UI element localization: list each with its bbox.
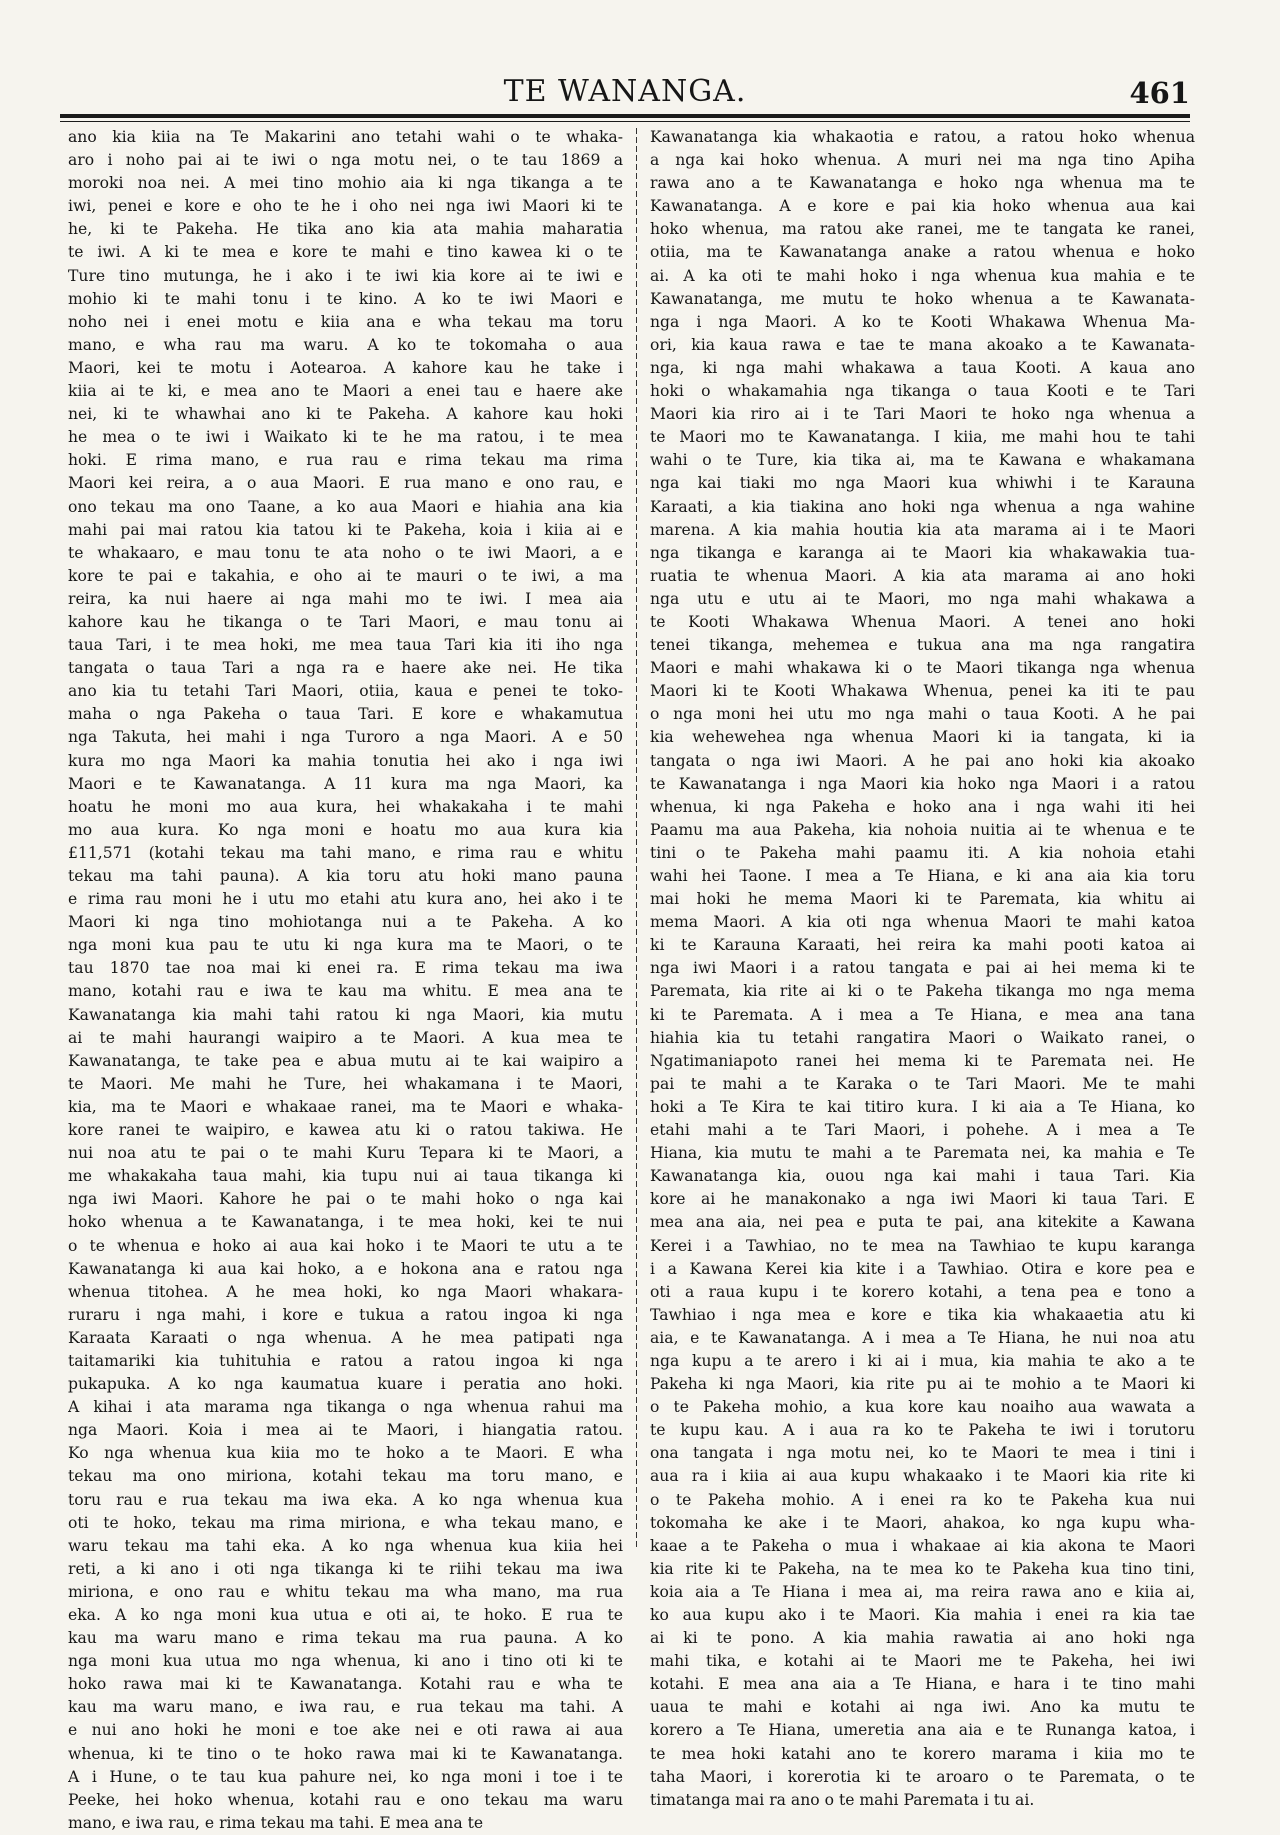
- text-line: kau ma waru mano e rima tekau ma rua pauna. A ko: [68, 1629, 623, 1648]
- text-line: he mea o te iwi i Waikato ki te he ma ratou, i te mea: [68, 428, 623, 447]
- text-line: A kihai i ata marama nga tikanga o nga whenua rahui ma: [68, 1398, 623, 1417]
- text-line: miriona, e ono rau e whitu tekau ma wha mano, ma rua: [68, 1582, 623, 1601]
- text-line: e rima rau moni he i utu mo etahi atu kura ano, hei ako i te: [68, 890, 623, 909]
- text-line: Ngatimaniapoto ranei hei mema ki te Paremata nei. He: [650, 1051, 1195, 1070]
- text-line: mai hoki he mema Maori ki te Paremata, kia whitu ai: [650, 890, 1195, 909]
- text-line: Kawanatanga. A e kore e pai kia hoko whenua aua kai: [650, 197, 1195, 216]
- text-line: otiia, ma te Kawanatanga anake a ratou whenua e hoko: [650, 243, 1195, 262]
- text-line: wahi hei Taone. I mea a Te Hiana, e ki ana aia kia toru: [650, 867, 1195, 885]
- text-line: hoko rawa mai ki te Kawanatanga. Kotahi rau e wha te: [68, 1675, 623, 1694]
- text-line: hiahia kia tu tetahi rangatira Maori o Waikato ranei, o: [650, 1028, 1195, 1047]
- page-title: TE WANANGA.: [503, 74, 747, 109]
- text-line: Hiana, kia mutu te mahi a te Paremata nei, ka mahia e Te: [650, 1144, 1195, 1163]
- text-line: ona tangata i nga motu nei, ko te Maori te mea i tini i: [650, 1444, 1195, 1463]
- text-line: nga i nga Maori. A ko te Kooti Whakawa Whenua Ma-: [650, 312, 1195, 331]
- text-line: mano, e wha rau ma waru. A ko te tokomaha o aua: [68, 335, 623, 354]
- text-line: mema Maori. A kia oti nga whenua Maori te mahi katoa: [650, 913, 1195, 932]
- text-line: te Kawanatanga i nga Maori kia hoko nga Maori i a ratou: [650, 774, 1195, 793]
- text-line: aia, e te Kawanatanga. A i mea a Te Hiana, he nui noa atu: [650, 1328, 1195, 1347]
- text-line: oti a raua kupu i te korero kotahi, a tena pea e tono a: [650, 1282, 1195, 1301]
- text-line: mano, kotahi rau e iwa te kau ma whitu. E mea ana te: [68, 982, 623, 1001]
- text-line: Ture tino mutunga, he i ako i te iwi kia kore ai te iwi e: [68, 266, 623, 285]
- text-line: Paremata, kia rite ai ki o te Pakeha tikanga mo nga mema: [650, 982, 1195, 1001]
- text-line: te Kooti Whakawa Whenua Maori. A tenei ano hoki: [650, 612, 1195, 631]
- text-line: kia rite ki te Pakeha, na te mea ko te Pakeha kua tino tini,: [650, 1559, 1195, 1578]
- text-line: waru tekau ma tahi eka. A ko nga whenua kua kiia hei: [68, 1536, 623, 1555]
- text-line: pukapuka. A ko nga kaumatua kuare i peratia ano hoki.: [68, 1375, 623, 1394]
- text-line: taitamariki kia tuhituhia e ratou a ratou ingoa ki nga: [68, 1351, 623, 1370]
- text-line: ki te Paremata. A i mea a Te Hiana, e mea ana tana: [650, 1005, 1195, 1024]
- text-line: tini o te Pakeha mahi paamu iti. A kia nohoia etahi: [650, 843, 1195, 862]
- text-line: korero a Te Hiana, umeretia ana aia e te Runanga katoa, i: [650, 1721, 1195, 1740]
- text-line: Kerei i a Tawhiao, no te mea na Tawhiao te kupu karanga: [650, 1236, 1195, 1255]
- text-line: tenei tikanga, mehemea e tukua ana ma nga rangatira: [650, 636, 1195, 655]
- text-line: nga iwi Maori. Kahore he pai o te mahi hoko o nga kai: [68, 1190, 623, 1209]
- text-line: Kawanatanga kia, ouou nga kai mahi i taua Tari. Kia: [650, 1167, 1195, 1186]
- text-line: Kawanatanga kia mahi tahi ratou ki nga Maori, kia mutu: [68, 1005, 623, 1024]
- text-line: pai te mahi a te Karaka o te Tari Maori. Me te mahi: [650, 1074, 1195, 1093]
- text-line: o te Pakeha mohio. A i enei ra ko te Pakeha kua nui: [650, 1490, 1195, 1509]
- text-line: Tawhiao i nga mea e kore e tika kia whakaaetia atu ki: [650, 1305, 1195, 1324]
- text-line: mea ana aia, nei pea e puta te pai, ana kitekite a Kawana: [650, 1213, 1195, 1232]
- text-line: he, ki te Pakeha. He tika ano kia ata mahia maharatia: [68, 220, 623, 239]
- text-line: nui noa atu te pai o te mahi Kuru Tepara ki te Maori, a: [68, 1144, 623, 1163]
- text-line: moroki noa nei. A mei tino mohio aia ki nga tikanga a te: [68, 174, 623, 193]
- right-column: [650, 126, 1195, 1812]
- header-rule-thin: [60, 121, 1190, 122]
- text-line: tekau ma ono miriona, kotahi tekau ma toru mano, e: [68, 1467, 623, 1486]
- text-line: te Maori mo te Kawanatanga. I kiia, me mahi hou te tahi: [650, 428, 1195, 447]
- text-line: e nui ano hoki he moni e toe ake nei e oti rawa ai aua: [68, 1721, 623, 1740]
- text-line: nga utu e utu ai te Maori, mo nga mahi whakawa a: [650, 589, 1195, 608]
- text-line: ko aua kupu ako i te Maori. Kia mahia i enei ra kia tae: [650, 1606, 1195, 1624]
- text-line: iwi, penei e kore e oho te he i oho nei nga iwi Maori ki te: [68, 197, 623, 216]
- text-line: a nga kai hoko whenua. A muri nei ma nga tino Apiha: [650, 151, 1195, 170]
- text-line: hoko whenua a te Kawanatanga, i te mea hoki, kei te nui: [68, 1213, 623, 1232]
- text-line: ai te mahi haurangi waipiro a te Maori. A kua mea te: [68, 1028, 623, 1047]
- text-line: hoatu he moni mo aua kura, hei whakakaha i te mahi: [68, 797, 623, 816]
- text-line: Karaata Karaati o nga whenua. A he mea patipati nga: [68, 1328, 623, 1347]
- text-line: mahi tika, e kotahi ai te Maori me te Pakeha, hei iwi: [650, 1652, 1195, 1671]
- text-line: Maori ki nga tino mohiotanga nui a te Pakeha. A ko: [68, 913, 623, 932]
- text-line: nga kupu a te arero i ki ai i mua, kia mahia te ako a te: [650, 1351, 1195, 1370]
- text-line: ori, kia kaua rawa e tae te mana akoako a te Kawanata-: [650, 335, 1195, 354]
- text-line: kia wehewehea nga whenua Maori ki ia tangata, ki ia: [650, 728, 1195, 747]
- text-line: taha Maori, i korerotia ki te aroaro o te Paremata, o te: [650, 1767, 1195, 1786]
- text-line: whenua, ki nga Pakeha e hoko ana i nga wahi iti hei: [650, 797, 1195, 816]
- text-line: o te whenua e hoko ai aua kai hoko i te Maori te utu a te: [68, 1236, 623, 1255]
- text-line: te Maori. Me mahi he Ture, hei whakamana i te Maori,: [68, 1074, 623, 1093]
- text-line: uaua te mahi e kotahi ai nga iwi. Ano ka mutu te: [650, 1698, 1195, 1717]
- text-line: ai ki te pono. A kia mahia rawatia ai ano hoki nga: [650, 1629, 1195, 1648]
- text-line: ai. A ka oti te mahi hoko i nga whenua kua mahia e te: [650, 266, 1195, 285]
- text-line: marena. A kia mahia houtia kia ata marama ai i te Maori: [650, 520, 1195, 539]
- text-line: Pakeha ki nga Maori, kia rite pu ai te mohio a te Maori ki: [650, 1375, 1195, 1394]
- text-line: Peeke, hei hoko whenua, kotahi rau e ono tekau ma waru: [68, 1790, 623, 1809]
- text-line: A i Hune, o te tau kua pahure nei, ko nga moni i toe i te: [68, 1767, 623, 1786]
- text-line: Kawanatanga, me mutu te hoko whenua a te Kawanata-: [650, 289, 1195, 308]
- text-line: taua Tari, i te mea hoki, me mea taua Tari kia iti iho nga: [68, 636, 623, 655]
- text-line: nga, ki nga mahi whakawa a taua Kooti. A kaua ano: [650, 358, 1195, 377]
- text-line: hoki. E rima mano, e rua rau e rima tekau ma rima: [68, 451, 623, 470]
- text-line: tangata o nga iwi Maori. A he pai ano hoki kia akoako: [650, 751, 1195, 770]
- text-line: nei, ki te whawhai ano ki te Pakeha. A kahore kau hoki: [68, 405, 623, 424]
- text-line: koia aia a Te Hiana i mea ai, ma reira rawa ano e kiia ai,: [650, 1582, 1195, 1601]
- text-line: mahi pai mai ratou kia tatou ki te Pakeha, koia i kiia ai e: [68, 520, 623, 539]
- text-line: tangata o taua Tari a nga ra e haere ake nei. He tika: [68, 659, 623, 678]
- text-line: te whakaaro, e mau tonu te ata noho o te iwi Maori, a e: [68, 543, 623, 562]
- text-line: kaae a te Pakeha o mua i whakaae ai kia akona te Maori: [650, 1536, 1195, 1555]
- text-line: tekau ma tahi pauna). A kia toru atu hoki mano pauna: [68, 867, 623, 885]
- text-line: etahi mahi a te Tari Maori, i pohehe. A i mea a Te: [650, 1121, 1195, 1140]
- text-line: kore ai he manakonako a nga iwi Maori ki taua Tari. E: [650, 1190, 1195, 1209]
- text-line: hoko whenua, ma ratou ake ranei, me te tangata ke ranei,: [650, 220, 1195, 239]
- header-rule-thick: [60, 114, 1190, 118]
- text-line: kia, ma te Maori e whakaae ranei, ma te Maori e whaka-: [68, 1097, 623, 1116]
- text-line: te iwi. A ki te mea e kore te mahi e tino kawea ki o te: [68, 243, 623, 262]
- text-line: timatanga mai ra ano o te mahi Paremata i tu ai.: [650, 1790, 1035, 1809]
- text-line: Maori e te Kawanatanga. A 11 kura ma nga Maori, ka: [68, 774, 623, 793]
- text-line: i a Kawana Kerei kia kite i a Tawhiao. Otira e kore pea e: [650, 1259, 1195, 1278]
- text-line: te mea hoki katahi ano te korero marama i kiia mo te: [650, 1744, 1195, 1763]
- text-line: Maori e mahi whakawa ki o te Maori tikanga nga whenua: [650, 659, 1195, 678]
- text-line: o nga moni hei utu mo nga mahi o taua Kooti. A he pai: [650, 705, 1195, 724]
- text-line: o te Pakeha mohio, a kua kore kau noaiho aua wawata a: [650, 1398, 1195, 1417]
- text-line: eka. A ko nga moni kua utua e oti ai, te hoko. E rua te: [68, 1606, 623, 1624]
- text-line: nga kai tiaki mo nga Maori kua whiwhi i te Karauna: [650, 474, 1195, 493]
- text-line: kore te pai e takahia, e oho ai te mauri o te iwi, a ma: [68, 566, 623, 585]
- text-line: kau ma waru mano, e iwa rau, e rua tekau ma tahi. A: [68, 1698, 623, 1717]
- text-line: oti te hoko, tekau ma rima miriona, e wha tekau mano, e: [68, 1513, 623, 1532]
- text-line: noho nei i enei motu e kiia ana e wha tekau ma toru: [68, 312, 623, 331]
- text-line: ki te Karauna Karaati, hei reira ka mahi pooti katoa ai: [650, 936, 1195, 955]
- text-line: Kawanatanga ki aua kai hoko, a e hokona ana e ratou nga: [68, 1259, 623, 1278]
- left-column: [68, 126, 623, 1835]
- text-line: nga moni kua pau te utu ki nga kura ma te Maori, o te: [68, 936, 623, 955]
- text-line: kiia ai te ki, e mea ano te Maori a enei tau e haere ake: [68, 382, 623, 401]
- text-line: ono tekau ma ono Taane, a ko aua Maori e hiahia ana kia: [68, 497, 623, 516]
- page-number: 461: [1129, 76, 1190, 110]
- page-header: [60, 74, 1190, 114]
- text-line: Maori kei reira, a o aua Maori. E rua mano e ono rau, e: [68, 474, 623, 493]
- text-line: mano, e iwa rau, e rima tekau ma tahi. E mea ana te: [68, 1813, 484, 1832]
- text-line: hoki a Te Kira te kai titiro kura. I ki aia a Te Hiana, ko: [650, 1097, 1195, 1116]
- text-line: nga iwi Maori i a ratou tangata e pai ai hei mema ki te: [650, 959, 1195, 978]
- text-line: Maori ki te Kooti Whakawa Whenua, penei ka iti te pau: [650, 682, 1195, 701]
- text-line: mo aua kura. Ko nga moni e hoatu mo aua kura kia: [68, 820, 623, 839]
- text-line: Kawanatanga, te take pea e abua mutu ai te kai waipiro a: [68, 1051, 623, 1070]
- text-line: ruraru i nga mahi, i kore e tukua a ratou ingoa ki nga: [68, 1305, 623, 1324]
- text-line: te kupu kau. A i aua ra ko te Pakeha te iwi i torutoru: [650, 1421, 1195, 1440]
- text-line: Karaati, a kia tiakina ano hoki nga whenua a nga wahine: [650, 497, 1195, 516]
- text-line: nga Takuta, hei mahi i nga Turoro a nga Maori. A e 50: [68, 728, 623, 747]
- text-line: kura mo nga Maori ka mahia tonutia hei ako i nga iwi: [68, 751, 623, 770]
- text-line: toru rau e rua tekau ma iwa eka. A ko nga whenua kua: [68, 1490, 623, 1509]
- text-line: aro i noho pai ai te iwi o nga motu nei, o te tau 1869 a: [68, 151, 623, 170]
- text-line: aua ra i kiia ai aua kupu whakaako i te Maori kia rite ki: [650, 1467, 1195, 1486]
- text-line: wahi o te Ture, kia tika ai, ma te Kawana e whakamana: [650, 451, 1195, 470]
- text-line: nga Maori. Koia i mea ai te Maori, i hiangatia ratou.: [68, 1421, 623, 1440]
- text-line: mohio ki te mahi tonu i te kino. A ko te iwi Maori e: [68, 289, 623, 308]
- text-line: Kawanatanga kia whakaotia e ratou, a ratou hoko whenua: [650, 128, 1195, 146]
- text-line: kahore kau he tikanga o te Tari Maori, e mau tonu ai: [68, 612, 623, 631]
- text-line: reti, a ki ano i oti nga tikanga ki te riihi tekau ma iwa: [68, 1559, 623, 1578]
- text-line: Maori kia riro ai i te Tari Maori te hoko nga whenua a: [650, 405, 1195, 424]
- text-line: nga tikanga e karanga ai te Maori kia whakawakia tua-: [650, 543, 1195, 562]
- text-line: ano kia tu tetahi Tari Maori, otiia, kaua e penei te toko-: [68, 682, 623, 701]
- text-line: Ko nga whenua kua kiia mo te hoko a te Maori. E wha: [68, 1444, 623, 1463]
- text-line: kotahi. E mea ana aia a Te Hiana, e hara i te tino mahi: [650, 1675, 1195, 1694]
- text-line: nga moni kua utua mo nga whenua, ki ano i tino oti ki te: [68, 1652, 623, 1671]
- text-line: maha o nga Pakeha o taua Tari. E kore e whakamutua: [68, 705, 623, 724]
- column-divider: [636, 128, 637, 1548]
- text-line: me whakakaha taua mahi, kia tupu nui ai taua tikanga ki: [68, 1167, 623, 1186]
- text-line: rawa ano a te Kawanatanga e hoko nga whenua ma te: [650, 174, 1195, 193]
- text-line: Paamu ma aua Pakeha, kia nohoia nuitia ai te whenua e te: [650, 820, 1195, 839]
- text-line: whenua titohea. A he mea hoki, ko nga Maori whakara-: [68, 1282, 623, 1301]
- text-line: tau 1870 tae noa mai ki enei ra. E rima tekau ma iwa: [68, 959, 623, 978]
- text-line: hoki o whakamahia nga tikanga o taua Kooti e te Tari: [650, 382, 1195, 401]
- text-line: reira, ka nui haere ai nga mahi mo te iwi. I mea aia: [68, 589, 623, 608]
- text-line: tokomaha ke ake i te Maori, ahakoa, ko nga kupu wha-: [650, 1513, 1195, 1532]
- text-line: £11,571 (kotahi tekau ma tahi mano, e rima rau e whitu: [68, 843, 623, 862]
- text-line: ano kia kiia na Te Makarini ano tetahi wahi o te whaka-: [68, 128, 623, 146]
- text-line: kore ranei te waipiro, e kawea atu ki o ratou takiwa. He: [68, 1121, 623, 1140]
- text-line: ruatia te whenua Maori. A kia ata marama ai ano hoki: [650, 566, 1195, 585]
- text-line: whenua, ki te tino o te hoko rawa mai ki te Kawanatanga.: [68, 1744, 623, 1763]
- text-line: Maori, kei te motu i Aotearoa. A kahore kau he take i: [68, 358, 623, 377]
